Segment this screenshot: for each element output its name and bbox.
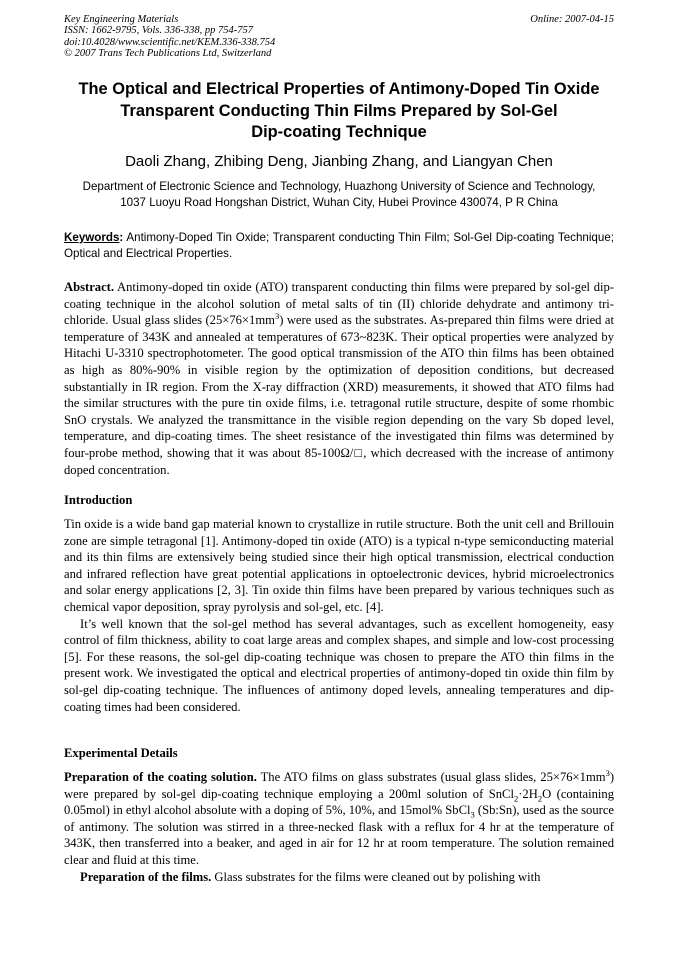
affiliation-line: 1037 Luoyu Road Hongshan District, Wuhan City, Hubei Province 430074, P R China bbox=[120, 196, 558, 209]
keywords bbox=[64, 230, 614, 261]
journal-header bbox=[64, 14, 614, 60]
title-line: Transparent Conducting Thin Films Prepared by Sol-Gel bbox=[120, 101, 558, 120]
abstract-text: Antimony-doped tin oxide (ATO) transparent conducting thin films were prepared by sol-gel dip-coating technique in the alcohol solution of metal salts of tin (II) chloride dehydrate and antimony tri-chloride. Usual glass slides (25×76×1mm bbox=[64, 280, 614, 328]
text-run: ) were prepared by sol-gel dip-coating technique employing a 200ml solution of SnCl bbox=[64, 770, 615, 801]
introduction-body bbox=[64, 516, 614, 715]
abstract-label: Abstract. bbox=[64, 280, 115, 294]
text-run: (Sb:Sn), used as the source of antimony. The solution was stirred in a three-necked flask with a reflux for 4 hr at the temperature of 343K, then transferred into a beaker, and aged in air for 12 hr at room temperature. The solution remained clear and fluid at this time. bbox=[64, 803, 614, 867]
subscript: 2 bbox=[513, 793, 519, 804]
copyright-line: © 2007 Trans Tech Publications Ltd, Switzerland bbox=[64, 48, 272, 60]
abstract-text: ) were used as the substrates. As-prepared thin films were dried at temperature of 343K and annealed at temperatures of 673~823K. Their optical properties were analyzed by Hitachi U-3310 spectrophotometer. The good optical transmission of the ATO thin films has been obtained as high as 80%-90% in visible region by the optimization of deposition conditions, but decreased substantially in IR region. From the X-ray diffraction (XRD) measurements, it showed that ATO films had the similar structures with the pure tin oxide films, i.e. tetragonal rutile structure, despite of some rhombic SnO crystals. We analyzed the transmittance in the visible region depending on the vary Sb doped level, temperature, and dip-coating times. The sheet resistance of the investigated thin films was determined by four-probe method, showing that it was about 85-100Ω/□, which decreased with the increase of antimony doped concentration. bbox=[64, 313, 615, 477]
section-heading-experimental: Experimental Details bbox=[64, 746, 178, 760]
keywords-text: Antimony-Doped Tin Oxide; Transparent conducting Thin Film; Sol-Gel Dip-coating Technique; Optical and Electrical Properties. bbox=[64, 231, 614, 260]
section-heading-introduction: Introduction bbox=[64, 493, 133, 507]
experimental-body bbox=[64, 769, 614, 885]
text-run: Glass substrates for the films were cleaned out by polishing with bbox=[211, 869, 541, 884]
paragraph bbox=[64, 769, 614, 869]
title-line: The Optical and Electrical Properties of Antimony-Doped Tin Oxide bbox=[78, 80, 600, 98]
abstract bbox=[64, 279, 614, 478]
keywords-colon: : bbox=[119, 231, 124, 244]
subscript: 3 bbox=[470, 809, 475, 820]
paragraph: It’s well known that the sol-gel method has several advantages, such as excellent homogeneity, easy control of film thickness, ability to coat large areas and complex shapes, and simple and low-cost processing [5]. For these reasons, the sol-gel dip-coating technique was chosen to prepare the ATO thin films in the present work. We investigated the optical and electrical properties of antimony-doped tin oxide thin film by sol-gel dip-coating technique. The influences of antimony doped levels, annealing temperatures and dip-coating times had been considered. bbox=[64, 616, 614, 714]
text-run: O (containing 0.05mol) in ethyl alcohol absolute with a doping of 5%, 10%, and 15mol% SbCl bbox=[64, 786, 614, 818]
subsection-label: Preparation of the coating solution. bbox=[64, 770, 257, 784]
subscript: 2 bbox=[537, 793, 543, 804]
online-date: Online: 2007-04-15 bbox=[530, 14, 614, 25]
paragraph: Tin oxide is a wide band gap material known to crystallize in rutile structure. Both the unit cell and Brillouin zone are simple tetragonal [1]. Antimony-doped tin oxide (ATO) is a typical n-type semiconducting material and its thin films are extensively being studied since their high optical transmission, electrical conduction and infrared reflection have great potential applications in optoelectronic devices, hybrid microelectronics and solar energy applications [2, 3]. Tin oxide thin films have been prepared by various techniques such as chemical vapor deposition, spray pyrolysis and sol-gel, etc. [4]. bbox=[64, 517, 614, 614]
journal-name: Key Engineering Materials bbox=[64, 14, 179, 25]
affiliation-line: Department of Electronic Science and Technology, Huazhong University of Science and Technology, bbox=[82, 180, 596, 193]
affiliation bbox=[55, 179, 623, 211]
superscript: 3 bbox=[274, 311, 280, 321]
doi-line: doi:10.4028/www.scientific.net/KEM.336-338.754 bbox=[64, 36, 276, 48]
superscript: 3 bbox=[605, 767, 610, 778]
issn-line: ISSN: 1662-9795, Vols. 336-338, pp 754-757 bbox=[64, 25, 253, 37]
text-run: ·2H bbox=[518, 786, 538, 801]
author-list: Daoli Zhang, Zhibing Deng, Jianbing Zhang, and Liangyan Chen bbox=[125, 153, 553, 170]
paragraph bbox=[64, 869, 614, 886]
subsection-label: Preparation of the films. bbox=[80, 869, 212, 884]
paper-title bbox=[50, 79, 628, 144]
title-line: Dip-coating Technique bbox=[251, 123, 427, 141]
text-run: The ATO films on glass substrates (usual glass slides, 25×76×1mm bbox=[256, 770, 606, 784]
keywords-label: Keywords bbox=[64, 231, 120, 244]
